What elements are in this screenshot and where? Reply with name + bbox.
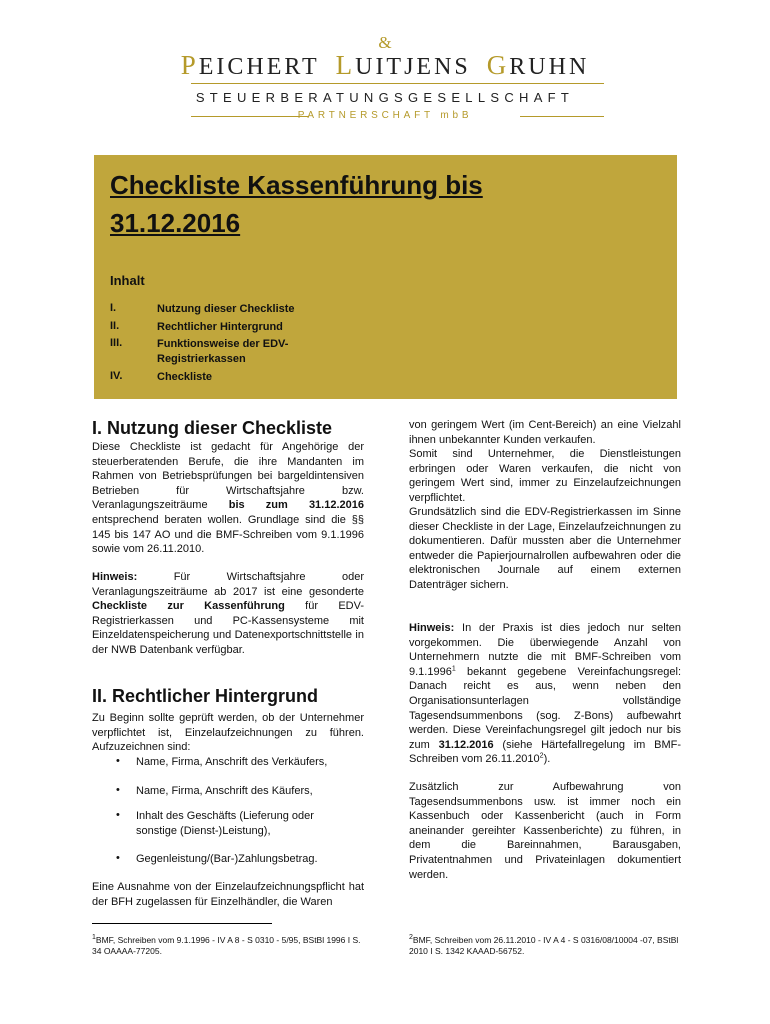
bullet-1-text: Name, Firma, Anschrift des Verkäufers, (136, 756, 328, 768)
toc-item-1[interactable]: Nutzung dieser Checkliste (157, 303, 295, 315)
bullet-2-symbol: • (116, 784, 120, 796)
bullet-4-symbol: • (116, 852, 120, 864)
toc-heading: Inhalt (110, 273, 145, 288)
toc-item-3[interactable]: Funktionsweise der EDV-Registrierkassen (157, 338, 289, 365)
firm-subtitle: STEUERBERATUNGSGESELLSCHAFT (195, 90, 575, 105)
firm-word-g: RUHN (509, 54, 590, 80)
col2-hinweis: Hinweis: In der Praxis ist dies jedoch nur selten vorgekommen. Die überwiegende Anzahl von Unternehmern nutzte die mit BMF-Schreiben vom 9.1.1996$^1$ bekannt gegebene Vereinfachungsregel: Danach reicht es aus, wenn neben den Organisationsunterlagen vollständige Tagesendsummenbons (sog. Z-Bons) aufbewahrt werden. Diese Vereinfachungsregel gilt jedoch nur bis zum 31.12.2016 (siehe Härtefallregelung im BMF-Schreiben vom 26.11.2010$^2$). (409, 622, 681, 766)
logo-ampersand: & (378, 33, 392, 52)
section-2-outro: Eine Ausnahme von der Einzelaufzeichnungspflicht hat der BFH zugelassen für Einzelhändler, die Waren (92, 881, 364, 908)
title-line-2: 31.12.2016 (110, 208, 241, 238)
section-2-heading: II. Rechtlicher Hintergrund (92, 686, 319, 706)
partnership-rule-right (520, 116, 604, 117)
document-title (110, 166, 670, 242)
col2-para-2: Somit sind Unternehmer, die Dienstleistungen erbringen oder Waren verkaufen, die nicht von geringem Wert sind, immer zu Einzelaufzeichnungen verpflichtet. (409, 448, 681, 504)
toc-num-4: IV. (110, 370, 123, 382)
firm-word-p: EICHERT (198, 54, 320, 80)
section-1-heading: I. Nutzung dieser Checkliste (92, 418, 333, 438)
bullet-3-text: Inhalt des Geschäfts (Lieferung oder sonstige (Dienst-)Leistung), (136, 810, 314, 837)
footnote-2: $^2$BMF, Schreiben vom 26.11.2010 - IV A 4 - S 0316/08/10004 -07, BStBl 2010 I S. 1342 KAAAD-56752. (409, 934, 679, 956)
toc-item-4[interactable]: Checkliste (157, 371, 213, 383)
col2-para-1: von geringem Wert (im Cent-Bereich) an eine Vielzahl ihnen unbekannter Kunden verkaufen. (409, 419, 681, 446)
firm-partnership: PARTNERSCHAFT mbB (297, 110, 473, 121)
bullet-3-symbol: • (116, 809, 120, 821)
bullet-1-symbol: • (116, 755, 120, 767)
section-1-hinweis: Hinweis: Für Wirtschaftsjahre oder Veranlagungszeiträume ab 2017 ist eine gesonderte Checkliste zur Kassenführung für EDV-Registrierkassen und PC-Kassensysteme mit Einzeldatenspeicherung und Datenexportschnittstelle in der NWB Datenbank verfügbar. (92, 571, 364, 656)
toc-num-3: III. (110, 337, 123, 349)
section-2-intro: Zu Beginn sollte geprüft werden, ob der Unternehmer verpflichtet ist, Einzelaufzeichnungen zu führen. Aufzuzeichnen sind: (92, 712, 364, 754)
col2-para-4: Zusätzlich zur Aufbewahrung von Tagesendsummenbons usw. ist immer noch ein Kassenbuch oder Kassenbericht (auch in Form aneinander gereihter Kassenberichte) zu führen, in dem die Bareinnahmen, Barausgaben, Privatentnahmen und Privateinlagen dokumentiert werden. (409, 781, 681, 881)
section-1-para: Diese Checkliste ist gedacht für Angehörige der steuerberatenden Berufe, die ihre Mandanten im Rahmen von Betriebsprüfungen bei bargeldintensiven Betrieben für Wirtschaftsjahre bzw. Veranlagungszeiträume bis zum 31.12.2016 entsprechend beraten wollen. Grundlage sind die §§ 145 bis 147 AO und die BMF-Schreiben vom 9.1.1996 sowie vom 26.11.2010. (92, 441, 364, 556)
footnote-1: $^1$BMF, Schreiben vom 9.1.1996 - IV A 8 - S 0310 - 5/95, BStBl 1996 I S. 34 OAAAA-77205. (92, 934, 361, 956)
title-line-1: Checkliste Kassenführung bis (110, 170, 483, 200)
bullet-4-text: Gegenleistung/(Bar-)Zahlungsbetrag. (136, 853, 318, 865)
firm-name (0, 50, 770, 81)
letterhead-rule (191, 83, 604, 84)
bullet-2-text: Name, Firma, Anschrift des Käufers, (136, 785, 313, 797)
toc-item-2[interactable]: Rechtlicher Hintergrund (157, 321, 283, 333)
col2-para-3: Grundsätzlich sind die EDV-Registrierkassen im Sinne dieser Checkliste in der Lage, Einzelaufzeichnungen zu dokumentieren. Dafür mussten aber die Unternehmer entweder die Papierjournalrollen aufbewahren oder die elektronischen Journale auf einem externen Datenträger sichern. (409, 506, 681, 591)
toc-num-1: I. (110, 302, 117, 314)
firm-initial-p: P (180, 50, 199, 80)
toc-num-2: II. (110, 320, 120, 332)
firm-initial-g: G (486, 50, 510, 80)
firm-initial-l: L (335, 50, 356, 80)
footnote-rule-left (92, 923, 272, 924)
firm-word-l: UITJENS (355, 54, 471, 80)
